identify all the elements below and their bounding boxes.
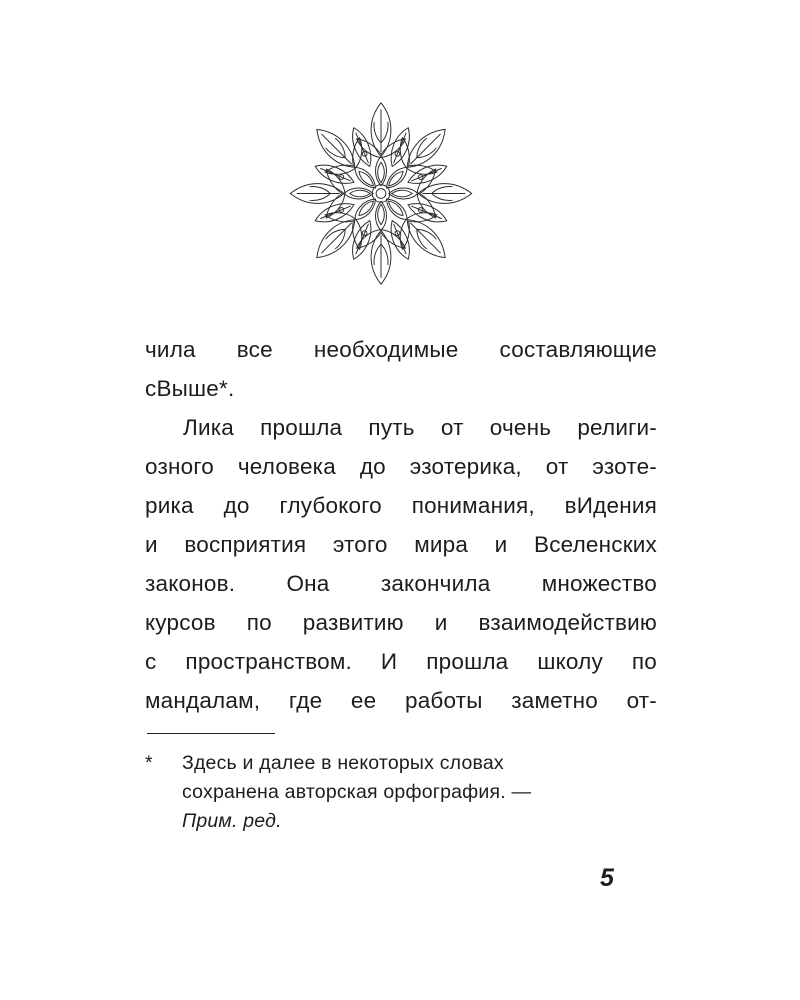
footnote [145,749,657,836]
body-line: с пространством. И прошла школу по [145,649,657,674]
body-line: сВыше*. [145,376,235,401]
footnote-separator [147,733,275,734]
body-line: курсов по развитию и взаимодействию [145,610,657,635]
body-line: законов. Она закончила множество [145,571,657,596]
mandala-flower-icon [281,96,481,291]
footnote-marker: * [145,752,153,774]
body-line: рика до глубокого понимания, вИдения [145,493,657,518]
footnote-text [182,749,657,836]
body-text-block [145,330,657,836]
body-line: мандалам, где ее работы заметно от- [145,688,657,713]
footnote-line: Здесь и далее в некоторых словах [182,752,504,774]
body-line: Лика прошла путь от очень религи- [183,415,657,440]
body-line: чила все необходимые составляющие [145,337,657,362]
mandala-illustration [281,96,481,291]
body-line: озного человека до эзотерика, от эзоте- [145,454,657,479]
footnote-source: Прим. ред. [182,810,282,832]
body-line: и восприятия этого мира и Вселенских [145,532,657,557]
footnote-line: сохранена авторская орфография. — [182,781,532,803]
page-number: 5 [600,864,614,892]
